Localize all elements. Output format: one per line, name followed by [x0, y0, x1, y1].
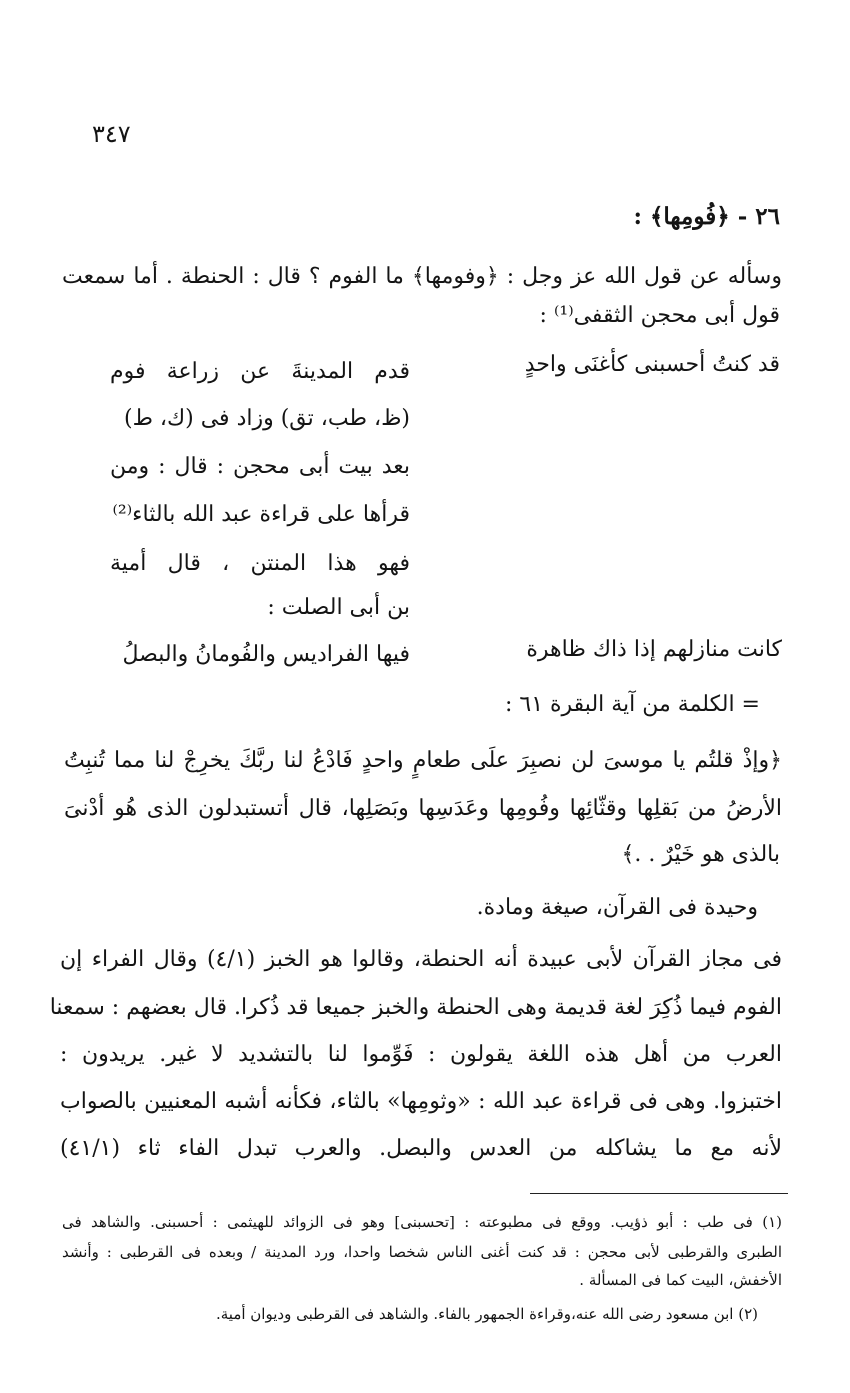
- footnote-separator: [530, 1193, 788, 1194]
- verse-1-right-hemistich: قد كنتُ أحسبنى كأغنَى واحدٍ: [524, 352, 780, 377]
- body-line: لأنه مع ما يشاكله من العدس والبصل. والعرب تبدل الفاء ثاء (٤١/١): [60, 1136, 782, 1161]
- footnote-line: (١) فى طب : أبو ذؤيب. ووقع فى مطبوعته : [تحسبنى] وهو فى الزوائد للهيثمى : أحسبنى. والشاهد فى: [62, 1213, 782, 1231]
- uniqueness-note: وحيدة فى القرآن، صيغة ومادة.: [476, 895, 758, 920]
- quran-verse-line: الأرضُ من بَقلِها وقثّائِها وفُومِها وعَدَسِها وبَصَلِها، قال أتستبدلون الذى هُو أدْنىَ: [64, 796, 782, 821]
- footnote-line: الطبرى والقرطبى لأبى محجن : قد كنت أغنى الناس شخصا واحدا، ورد المدينة / وبعده فى القرطبى : وأنشد: [62, 1243, 782, 1261]
- body-line: فى مجاز القرآن لأبى عبيدة أنه الحنطة، وقالوا هو الخبز (٤/١) وقال الفراء إن: [60, 947, 782, 972]
- footnote-line: الأخفش، البيت كما فى المسألة .: [579, 1271, 782, 1289]
- page-number: ٣٤٧: [92, 120, 131, 148]
- intro-line: وسأله عن قول الله عز وجل : ﴿وفومها﴾ ما الفوم ؟ قال : الحنطة . أما سمعت: [62, 264, 782, 289]
- quran-verse-line: بالذى هو خَيْرٌ . .﴾: [621, 842, 780, 867]
- body-line: اختبزوا. وهى فى قراءة عبد الله : «وثومِها» بالثاء، فكأنه أشبه المعنيين بالصواب: [60, 1089, 782, 1114]
- variant-note-line: (ظ، طب، تق) وزاد فى (ك، ط): [123, 406, 410, 431]
- verse-1-left-hemistich: قدم المدينةَ عن زراعة فوم: [110, 359, 410, 384]
- variant-note-line: بعد بيت أبى محجن : قال : ومن: [110, 454, 410, 479]
- variant-note-line: قرأها على قراءة عبد الله بالثاء⁽²⁾: [112, 502, 410, 527]
- variant-note-line: فهو هذا المنتن ، قال أمية: [110, 551, 410, 576]
- variant-note-line: بن أبى الصلت :: [267, 595, 410, 620]
- entry-heading: ٢٦ - ﴿فُومِها﴾ :: [633, 203, 780, 230]
- footnote-line: (٢) ابن مسعود رضى الله عنه،وقراءة الجمهور بالفاء. والشاهد فى القرطبى وديوان أمية.: [215, 1305, 758, 1323]
- quran-verse-line: ﴿وإذْ قلتُم يا موسىَ لن نصبِرَ علَى طعامٍ واحدٍ فَادْعُ لنا ربَّكَ يخرِجْ لنا مما تُنبِتُ: [64, 748, 782, 773]
- verse-2-left-hemistich: فيها الفراديس والفُومانُ والبصلُ: [122, 642, 410, 667]
- intro-line: قول أبى محجن الثقفى⁽¹⁾ :: [539, 303, 780, 328]
- verse-2-right-hemistich: كانت منازلهم إذا ذاك ظاهرة: [526, 637, 782, 662]
- body-line: العرب من أهل هذه اللغة يقولون : فَوِّموا لنا بالتشديد لا غير. يريدون :: [60, 1042, 782, 1067]
- body-line: الفوم فيما ذُكِرَ لغة قديمة وهى الحنطة والخبز جميعا قد ذُكرا. قال بعضهم : سمعنا: [49, 995, 782, 1020]
- verse-reference-line: = الكلمة من آية البقرة ٦١ :: [504, 692, 760, 717]
